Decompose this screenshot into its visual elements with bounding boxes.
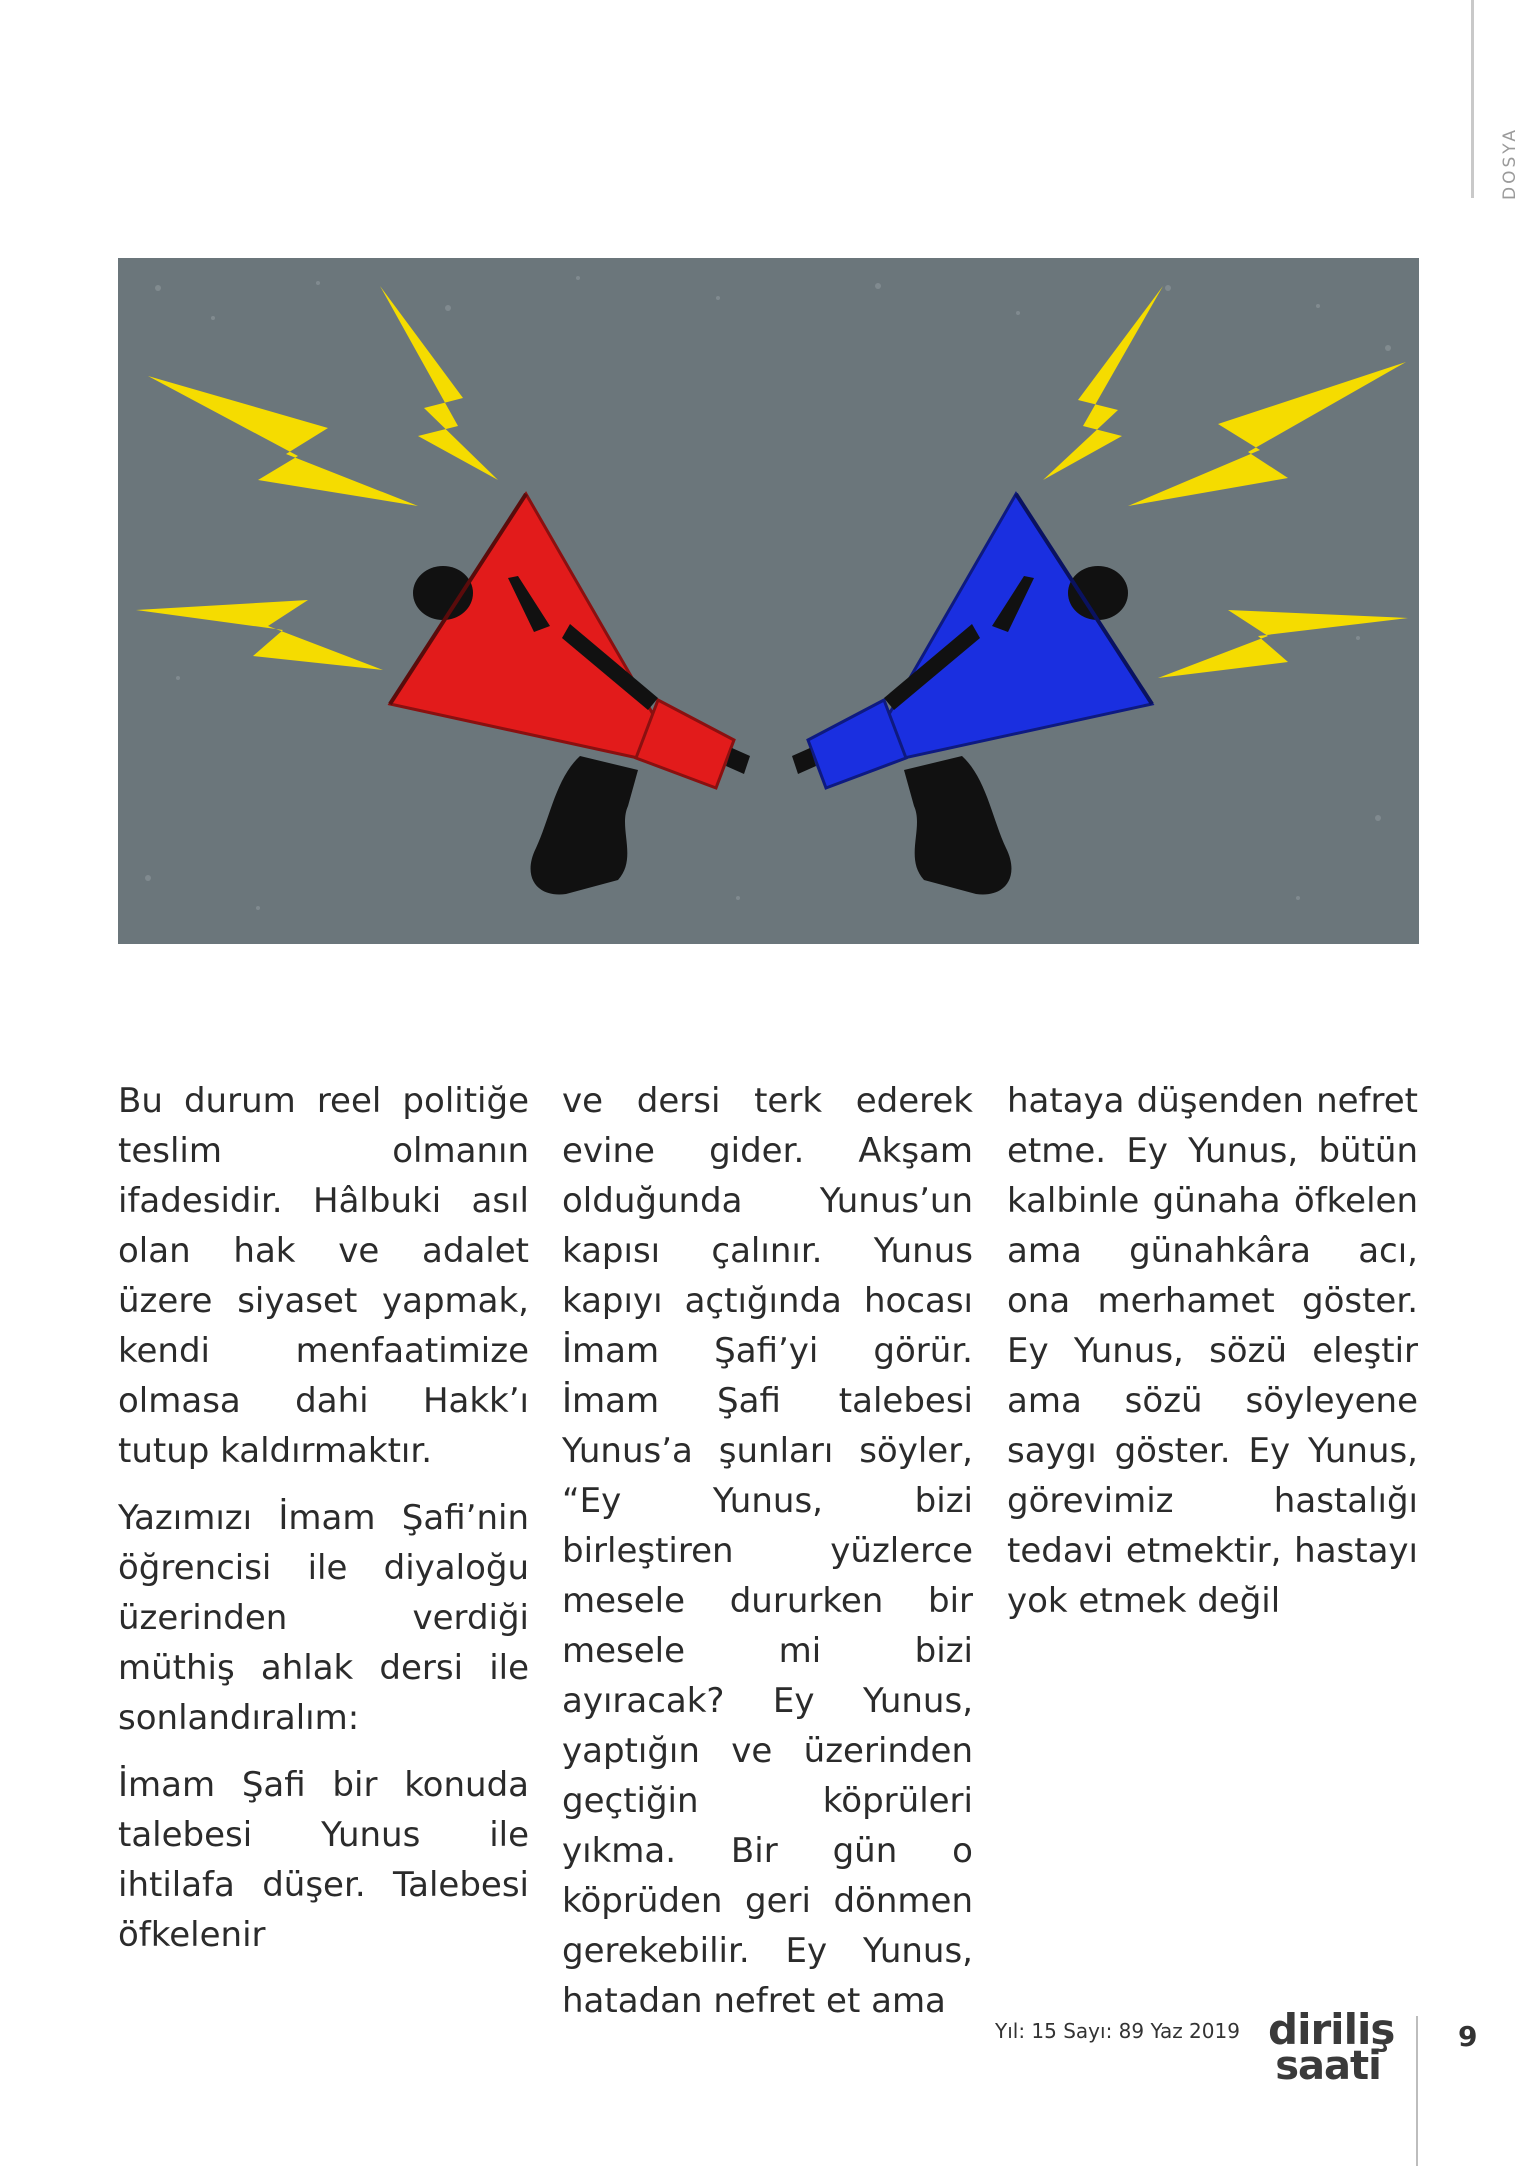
text-column-1 bbox=[118, 1076, 529, 1977]
side-rule bbox=[1471, 0, 1474, 198]
logo-line-1: diriliş bbox=[1268, 2005, 1395, 2054]
text-column-3 bbox=[1007, 1076, 1418, 1643]
megaphones-illustration bbox=[118, 258, 1419, 944]
section-tag: DOSYA bbox=[1500, 127, 1520, 200]
footer-rule bbox=[1416, 2016, 1418, 2166]
paragraph: ve dersi terk ederek evine gider. Akşam olduğunda Yunus’un kapısı çalınır. Yunus kapıyı açtığında hocası İmam Şafi’yi görür. İmam Şafi talebesi Yunus’a şunları söyler, “Ey Yunus, bizi birleştiren yüzlerce mesele dururken bir mesele mi bizi ayıracak? Ey Yunus, yaptığın ve üzerinden geçtiğin köprüleri yıkma. Bir gün o köprüden geri dönmen gerekebilir. Ey Yunus, hatadan nefret et ama bbox=[562, 1081, 973, 2021]
logo-line-2: saati bbox=[1275, 2043, 1381, 2089]
paragraph: İmam Şafi bir konuda talebesi Yunus ile ihtilafa düşer. Talebesi öfkelenir bbox=[118, 1765, 529, 1955]
paragraph: Yazımızı İmam Şafi’nin öğrencisi ile diyaloğu üzerinden verdiği müthiş ahlak dersi ile sonlandıralım: bbox=[118, 1498, 529, 1738]
paragraph: Bu durum reel politiğe teslim olmanın ifadesidir. Hâlbuki asıl olan hak ve adalet üzere siyaset yapmak, kendi menfaatimize olmasa dahi Hakk’ı tutup kaldırmaktır. bbox=[118, 1081, 529, 1471]
magazine-logo bbox=[1268, 2005, 1395, 2089]
page-number: 9 bbox=[1458, 2020, 1478, 2053]
issue-info: Yıl: 15 Sayı: 89 Yaz 2019 bbox=[995, 2019, 1240, 2043]
illustration-background bbox=[118, 258, 1419, 944]
text-column-2 bbox=[562, 1076, 973, 2043]
hero-image bbox=[118, 258, 1419, 944]
paragraph: hataya düşenden nefret etme. Ey Yunus, bütün kalbinle günaha öfkelen ama günahkâra acı, ona merhamet göster. Ey Yunus, sözü eleştir ama sözü söyleyene saygı göster. Ey Yunus, görevimiz hastalığı tedavi etmektir, hastayı yok etmek değil bbox=[1007, 1081, 1418, 1621]
